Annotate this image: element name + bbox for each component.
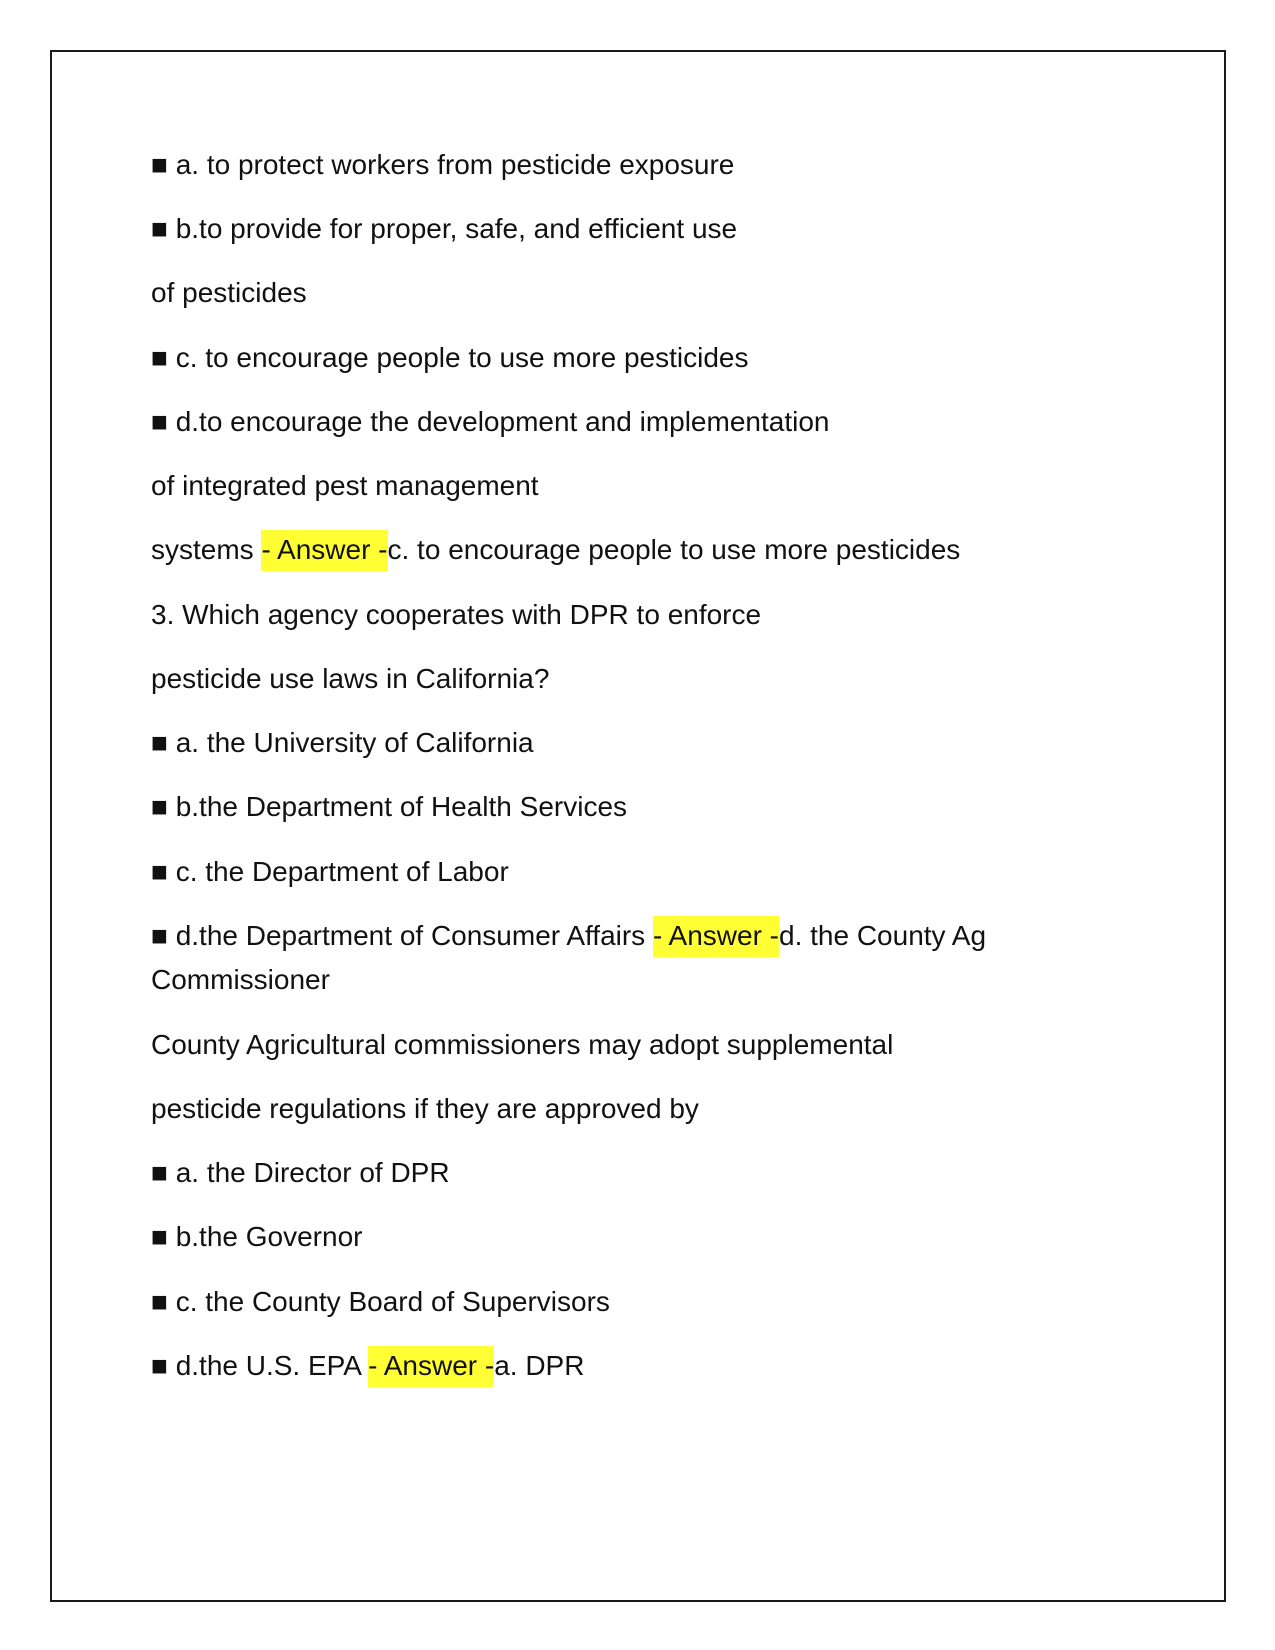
text-line: ■ d.to encourage the development and implementation <box>151 406 830 437</box>
answer-highlight: - Answer - <box>653 916 779 957</box>
answer-line <box>151 533 960 567</box>
text-line: pesticide use laws in California? <box>151 663 550 694</box>
text-line: ■ b.the Department of Health Services <box>151 791 628 822</box>
question-text: systems <box>151 534 262 565</box>
answer-text: d. the County Ag <box>779 920 987 951</box>
answer-highlight: - Answer - <box>368 1346 494 1387</box>
text-line: of pesticides <box>151 277 307 308</box>
text-line: ■ c. to encourage people to use more pesticides <box>151 342 749 373</box>
question-text: ■ d.the Department of Consumer Affairs <box>151 920 653 951</box>
question-text: ■ d.the U.S. EPA <box>151 1350 369 1381</box>
answer-highlight: - Answer - <box>261 530 387 571</box>
answer-line <box>151 1349 584 1383</box>
text-line: pesticide regulations if they are approved by <box>151 1093 699 1124</box>
text-line: ■ a. to protect workers from pesticide exposure <box>151 149 735 180</box>
answer-text: a. DPR <box>494 1350 585 1381</box>
text-line: ■ c. the County Board of Supervisors <box>151 1286 610 1317</box>
text-line: ■ b.the Governor <box>151 1221 363 1252</box>
text-line: County Agricultural commissioners may adopt supplemental <box>151 1029 894 1060</box>
text-line: of integrated pest management <box>151 470 539 501</box>
text-line: 3. Which agency cooperates with DPR to enforce <box>151 599 762 630</box>
text-line: ■ a. the University of California <box>151 727 534 758</box>
answer-line <box>151 919 986 953</box>
text-line: ■ a. the Director of DPR <box>151 1157 450 1188</box>
answer-text: c. to encourage people to use more pesticides <box>387 534 961 565</box>
text-line: ■ c. the Department of Labor <box>151 856 509 887</box>
text-line: ■ b.to provide for proper, safe, and efficient use <box>151 213 738 244</box>
text-line: Commissioner <box>151 964 330 995</box>
